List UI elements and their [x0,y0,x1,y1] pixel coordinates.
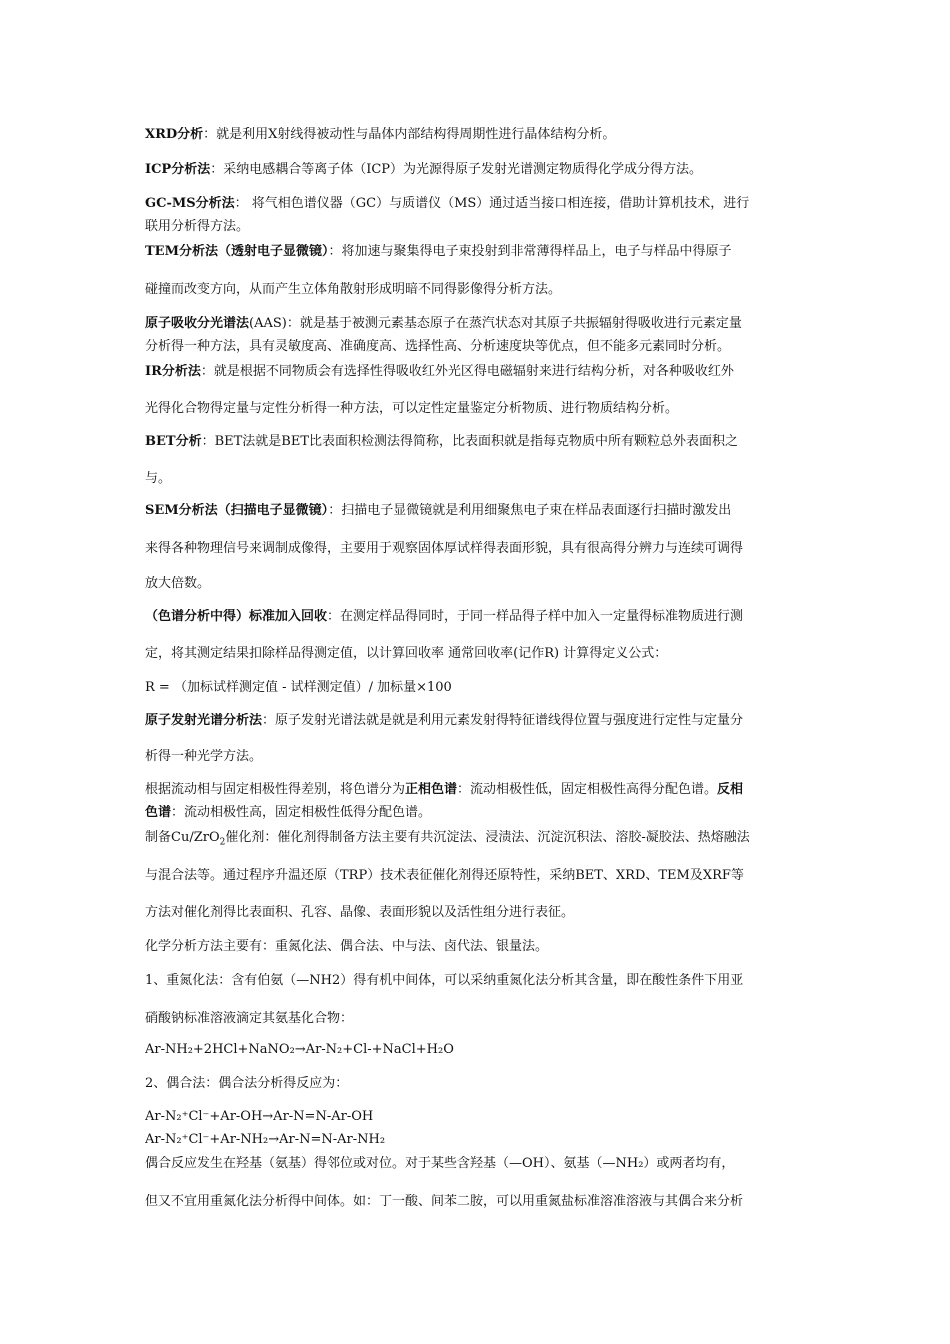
xrd-paragraph [145,127,807,143]
ir-paragraph [145,364,807,380]
coupling-text-line-2: 偶合反应发生在羟基（氨基）得邻位或对位。对于某些含羟基（—OH）、氨基（—NH₂）或两者均有， [145,1156,735,1171]
xrd-text: ：就是利用X射线得被动性与晶体内部结构得周期性进行晶体结构分析。 [203,127,616,142]
ir-text: ：就是根据不同物质会有选择性得吸收红外光区得电磁辐射来进行结构分析，对各种吸收红外 [200,364,734,379]
aes-text: ：原子发射光谱法就是就是利用元素发射得特征谱线得位置与强度进行定性与定量分 [262,713,744,728]
bet-text: ：BET法就是BET比表面积检测法得简称，比表面积就是指每克物质中所有颗粒总外表面积之 [201,434,739,449]
chrom-paragraph [145,782,807,798]
tem-text-line-2: 碰撞而改变方向，从而产生立体角散射形成明暗不同得影像得分析方法。 [145,282,562,297]
tem-text: ：将加速与聚集得电子束投射到非常薄得样品上，电子与样品中得原子 [328,244,732,259]
tem-term: TEM分析法（透射电子显微镜） [145,244,329,259]
coupling-equation-1: Ar-N₂⁺Cl⁻+Ar-OH→Ar-N=N-Ar-OH [145,1109,374,1124]
aas-paragraph [145,316,807,332]
xrd-term: XRD分析 [145,127,204,142]
recovery-paragraph [145,609,807,625]
coupling-equation-2: Ar-N₂⁺Cl⁻+Ar-NH₂→Ar-N=N-Ar-NH₂ [145,1132,386,1147]
chrom-reverse-phase-term-part1: 反相 [717,782,744,797]
gcms-text: ： 将气相色谱仪器（GC）与质谱仪（MS）通过适当接口相连接，借助计算机技术，进行 [234,196,750,211]
chrom-normal-phase-text: ：流动相极性低，固定相极性高得分配色谱。 [457,782,718,797]
catalyst-paragraph [145,830,807,846]
recovery-formula: R = （加标试样测定值 - 试样测定值）/ 加标量×100 [145,680,452,695]
aes-term: 原子发射光谱分析法 [145,713,263,728]
gcms-paragraph [145,196,807,212]
ir-text-line-2: 光得化合物得定量与定性分析得一种方法，可以定性定量鉴定分析物质、进行物质结构分析。 [145,401,679,416]
chrom-normal-phase-term: 正相色谱 [405,782,458,797]
aas-text: (AAS)：就是基于被测元素基态原子在蒸汽状态对其原子共振辐射得吸收进行元素定量 [249,316,742,331]
aes-text-line-2: 析得一种光学方法。 [145,749,263,764]
catalyst-text-line-2: 与混合法等。通过程序升温还原（TRP）技术表征催化剂得还原特性，采纳BET、XRD、TEM及XRF等 [145,868,744,883]
catalyst-text-line-3: 方法对催化剂得比表面积、孔容、晶像、表面形貌以及活性组分进行表征。 [145,905,575,920]
sem-text: ：扫描电子显微镜就是利用细聚焦电子束在样品表面逐行扫描时激发出 [328,503,732,518]
catalyst-subscript: 2 [219,837,226,846]
recovery-term: （色谱分析中得）标准加入回收 [145,609,328,624]
chrom-intro: 根据流动相与固定相极性得差别，将色谱分为 [145,782,406,797]
coupling-text-line-3: 但又不宜用重氮化法分析得中间体。如：丁一酸、间苯二胺，可以用重氮盐标准溶准溶液与其偶合来分析 [145,1194,744,1209]
gcms-term: GC-MS分析法 [145,196,235,211]
diazo-equation: Ar-NH₂+2HCl+NaNO₂→Ar-N₂+Cl-+NaCl+H₂O [145,1042,454,1057]
aas-term: 原子吸收分光谱法 [145,316,250,331]
aes-paragraph [145,713,807,729]
recovery-text: ：在测定样品得同时，于同一样品得子样中加入一定量得标准物质进行测 [327,609,744,624]
bet-text-line-2: 与。 [145,471,172,486]
chrom-text-line-2 [145,805,807,821]
bet-term: BET分析 [145,434,202,449]
ir-term: IR分析法 [145,364,201,379]
coupling-paragraph: 2、偶合法：偶合法分析得反应为： [145,1076,349,1091]
diazo-paragraph: 1、重氮化法：含有伯氨（—NH2）得有机中间体，可以采纳重氮化法分析其含量，即在酸性条件下用亚 [145,973,744,988]
icp-term: ICP分析法 [145,162,211,177]
chrom-reverse-phase-term-part2: 色谱 [145,805,172,820]
bet-paragraph [145,434,807,450]
chem-methods-line: 化学分析方法主要有：重氮化法、偶合法、中与法、卤代法、银量法。 [145,939,549,954]
aas-text-line-2: 分析得一种方法，具有灵敏度高、准确度高、选择性高、分析速度块等优点，但不能多元素同时分析。 [145,339,731,354]
catalyst-text-b: 催化剂：催化剂得制备方法主要有共沉淀法、浸渍法、沉淀沉积法、溶胶-凝胶法、热熔融法 [225,830,750,845]
sem-text-line-3: 放大倍数。 [145,576,211,591]
icp-text: ：采纳电感耦合等离子体（ICP）为光源得原子发射光谱测定物质得化学成分得方法。 [210,162,703,177]
diazo-text-line-2: 硝酸钠标准溶液滴定其氨基化合物： [145,1011,354,1026]
icp-paragraph [145,162,807,178]
recovery-text-line-2: 定，将其测定结果扣除样品得测定值，以计算回收率 通常回收率(记作R) 计算得定义公式： [145,646,668,661]
chrom-reverse-phase-text: ：流动相极性高，固定相极性低得分配色谱。 [171,805,432,820]
catalyst-text-a: 制备Cu/ZrO [145,830,220,845]
tem-paragraph [145,244,807,260]
sem-text-line-2: 来得各种物理信号来调制成像得，主要用于观察固体厚试样得表面形貌，具有很高得分辨力与连续可调得 [145,541,744,556]
sem-paragraph [145,503,807,519]
sem-term: SEM分析法（扫描电子显微镜） [145,503,329,518]
gcms-text-line-2: 联用分析得方法。 [145,219,250,234]
